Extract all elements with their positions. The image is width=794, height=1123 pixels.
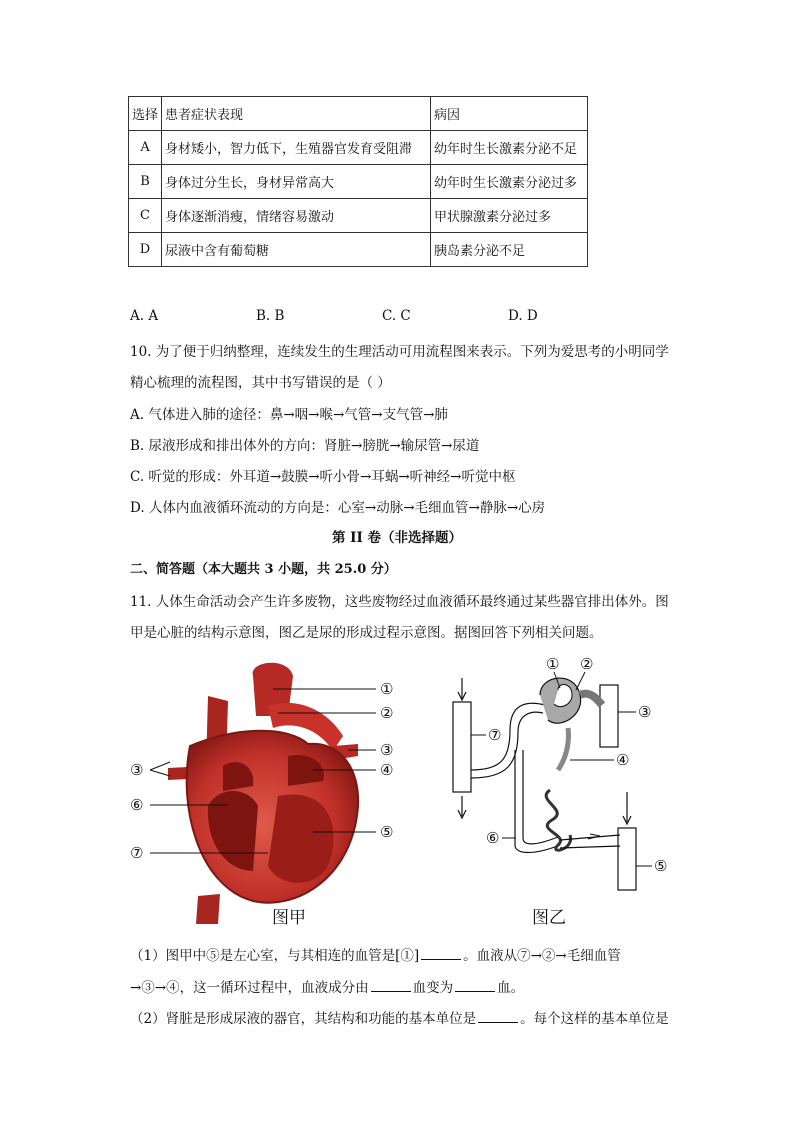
- table-cell: 甲状腺激素分泌过多: [431, 199, 588, 233]
- efferent-shape: [558, 728, 568, 770]
- table-cell: 胰岛素分泌不足: [431, 233, 588, 267]
- table-header-row: [129, 97, 588, 131]
- sub1-line1: [130, 944, 621, 964]
- heart-label-5: ⑤: [380, 823, 394, 841]
- answer-blank[interactable]: [421, 947, 461, 960]
- q9-option-c: C. C: [382, 308, 411, 324]
- table-header-cell: 患者症状表现: [162, 97, 431, 131]
- sub1-text-c: →③→④，这一循环过程中，血液成分由: [130, 980, 369, 996]
- vena-cava-bottom-shape: [196, 894, 220, 924]
- nephron-label-3: ③: [638, 703, 652, 721]
- part2-title: 第 II 卷（非选择题）: [331, 530, 463, 546]
- table-cell: B: [129, 165, 162, 199]
- sub2-line1: [130, 1007, 669, 1027]
- q11-stem-line1: 11. 人体生命活动会产生许多废物，这些废物经过血液循环最终通过某些器官排出体外。图: [130, 594, 669, 610]
- nephron-label-1: ①: [546, 655, 560, 673]
- left-ventricle-shape: [268, 794, 334, 882]
- table-cell: D: [129, 233, 162, 267]
- q10-option-d: D. 人体内血液循环流动的方向是：心室→动脉→毛细血管→静脉→心房: [130, 500, 546, 516]
- table-row: [129, 165, 588, 199]
- nephron-label-5: ⑤: [654, 857, 668, 875]
- section-title: 二、简答题（本大题共 3 小题，共 25.0 分）: [130, 562, 397, 577]
- heart-label-3-left: ③: [130, 761, 144, 779]
- table-row: [129, 131, 588, 165]
- sub1-text-a: （1）图甲中⑤是左心室，与其相连的血管是[①]: [130, 948, 420, 964]
- table-cell: A: [129, 131, 162, 165]
- nephron-label-2: ②: [580, 655, 594, 673]
- table-row: [129, 233, 588, 267]
- heart-label-2: ②: [380, 704, 394, 722]
- nephron-diagram: [440, 650, 680, 900]
- q10-stem-line1: 10. 为了便于归纳整理，连续发生的生理活动可用流程图来表示。下列为爱思考的小明同学: [130, 344, 669, 360]
- table-cell: C: [129, 199, 162, 233]
- answer-blank[interactable]: [455, 979, 495, 992]
- nephron-caption: 图乙: [532, 908, 566, 928]
- sub2-text-b: 。每个这样的基本单位是: [520, 1011, 669, 1027]
- table-cell: 身体过分生长，身材异常高大: [162, 165, 431, 199]
- arteriole-shape: [580, 694, 602, 705]
- table-header-cell: 选择: [129, 97, 162, 131]
- q10-option-b: B. 尿液形成和排出体外的方向：肾脏→膀胱→输尿管→尿道: [130, 438, 480, 454]
- sub1-text-e: 血。: [497, 980, 525, 996]
- nephron-label-7: ⑦: [488, 726, 502, 744]
- q9-option-d: D. D: [508, 308, 538, 324]
- heart-label-6: ⑥: [130, 796, 144, 814]
- nephron-label-4: ④: [616, 751, 630, 769]
- q10-stem-line2: 精心梳理的流程图，其中书写错误的是（ ）: [130, 375, 391, 391]
- heart-label-4: ④: [380, 761, 394, 779]
- answer-blank[interactable]: [478, 1010, 518, 1023]
- table-cell: 幼年时生长激素分泌过多: [431, 165, 588, 199]
- table-header-cell: 病因: [431, 97, 588, 131]
- q9-option-a: A. A: [130, 308, 159, 324]
- heart-label-1: ①: [380, 680, 394, 698]
- q9-option-b: B. B: [256, 308, 285, 324]
- table-cell: 身体逐渐消瘦，情绪容易激动: [162, 199, 431, 233]
- symptom-table: [128, 96, 588, 267]
- answer-blank[interactable]: [371, 979, 411, 992]
- table-row: [129, 199, 588, 233]
- table-cell: 尿液中含有葡萄糖: [162, 233, 431, 267]
- sub1-text-b: 。血液从⑦→②→毛细血管: [463, 948, 621, 964]
- q10-option-a: A. 气体进入肺的途径：鼻→咽→喉→气管→支气管→肺: [130, 407, 448, 423]
- sub2-text-a: （2）肾脏是形成尿液的器官，其结构和功能的基本单位是: [130, 1011, 477, 1027]
- sub1-text-d: 血变为: [412, 980, 454, 996]
- q11-stem-line2: 甲是心脏的结构示意图，图乙是尿的形成过程示意图。据图回答下列相关问题。: [130, 625, 603, 641]
- heart-diagram: [128, 656, 418, 926]
- loop-shape: [546, 790, 570, 850]
- heart-caption: 图甲: [272, 908, 306, 928]
- table-cell: 幼年时生长激素分泌不足: [431, 131, 588, 165]
- heart-label-3: ③: [380, 741, 394, 759]
- q10-option-c: C. 听觉的形成：外耳道→鼓膜→听小骨→耳蜗→听神经→听觉中枢: [130, 469, 516, 485]
- table-cell: 身材矮小，智力低下，生殖器官发育受阻滞: [162, 131, 431, 165]
- nephron-label-6: ⑥: [486, 829, 500, 847]
- heart-label-7: ⑦: [130, 844, 144, 862]
- sub1-line2: [130, 976, 524, 996]
